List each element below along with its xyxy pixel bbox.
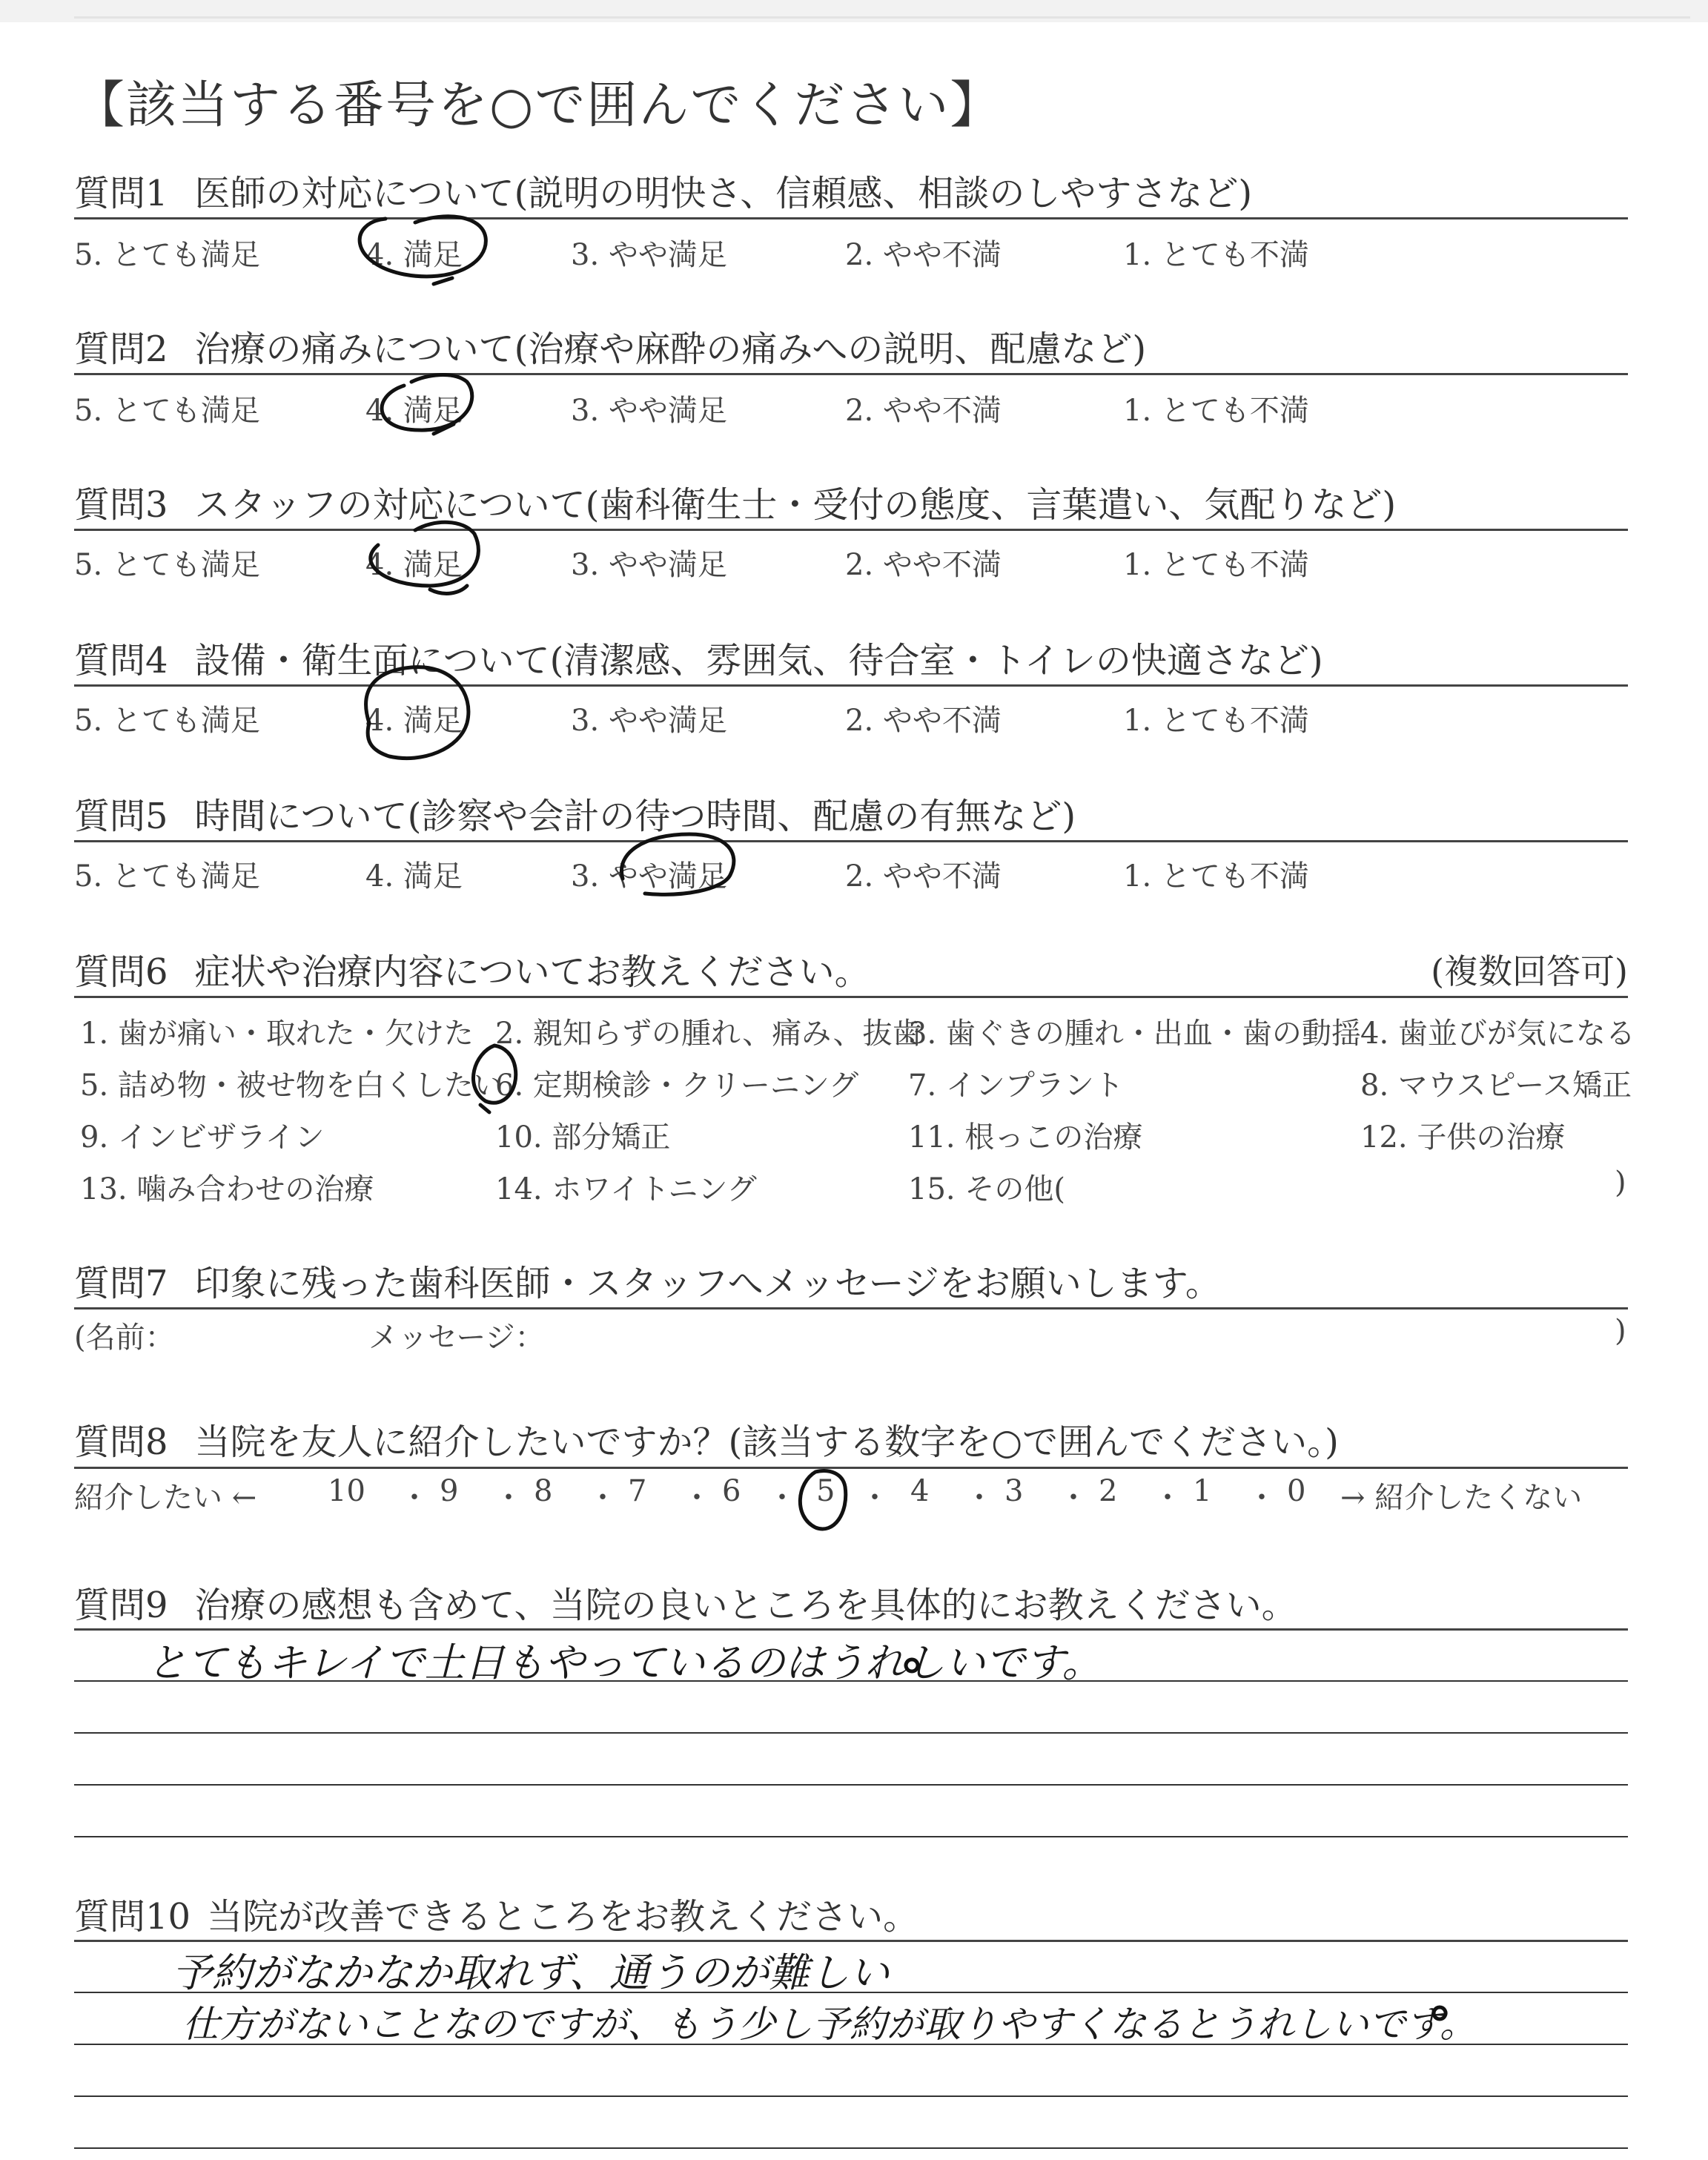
question-number: 質問4 (74, 640, 168, 681)
symptom-item[interactable]: 9. インビザライン (80, 1120, 325, 1155)
scale-separator: ・ (400, 1481, 429, 1515)
option-1[interactable]: 1. とても不満 (1123, 238, 1309, 272)
q1-answer-circle (360, 217, 486, 277)
option-2[interactable]: 2. やや不満 (845, 394, 1002, 428)
symptom-item[interactable]: 15. その他( (908, 1172, 1065, 1206)
question-text: 当院を友人に紹介したいですか？(該当する数字を○で囲んでください。) (194, 1421, 1339, 1463)
symptom-item[interactable]: 12. 子供の治療 (1360, 1120, 1566, 1155)
option-1[interactable]: 1. とても不満 (1123, 704, 1309, 738)
option-2[interactable]: 2. やや不満 (845, 548, 1002, 582)
symptom-item[interactable]: 2. 親知らずの腫れ、痛み、抜歯 (495, 1017, 922, 1051)
option-3[interactable]: 3. やや満足 (571, 548, 727, 582)
symptom-item[interactable]: 5. 詰め物・被せ物を白くしたい (80, 1069, 503, 1103)
symptom-item[interactable]: 3. 歯ぐきの腫れ・出血・歯の動揺 (908, 1017, 1361, 1051)
question-text: 治療の痛みについて(治療や麻酔の痛みへの説明、配慮など) (194, 328, 1147, 370)
scale-7[interactable]: 7 (628, 1474, 647, 1508)
multiple-answer-note: (複数回答可) (1431, 951, 1628, 991)
scale-5[interactable]: 5 (816, 1474, 835, 1508)
question-number: 質問7 (74, 1263, 168, 1304)
recommend-left-label: 紹介したい ← (74, 1481, 257, 1515)
scale-separator: ・ (1247, 1481, 1277, 1515)
symptom-item[interactable]: 7. インプラント (908, 1069, 1124, 1103)
scale-9[interactable]: 9 (440, 1474, 459, 1508)
question-number: 質問9 (74, 1585, 168, 1626)
scale-0[interactable]: 0 (1287, 1474, 1306, 1508)
option-1[interactable]: 1. とても不満 (1123, 394, 1309, 428)
q2-answer-circle (382, 375, 472, 431)
question-number: 質問5 (74, 796, 168, 837)
instructions-header: 【該当する番号を○で囲んでください】 (74, 76, 1002, 135)
question-number: 質問8 (74, 1421, 168, 1463)
handwritten-answer-improvement-2[interactable]: 仕方がないことなのですが、もう少し予約が取りやすくなるとうれしいです。 (182, 2003, 1477, 2046)
q8-answer-circle (800, 1471, 845, 1529)
question-text: 設備・衛生面について(清潔感、雰囲気、待合室・トイレの快適さなど) (194, 640, 1323, 681)
message-close-paren: ) (1615, 1314, 1626, 1348)
question-text: 医師の対応について(説明の明快さ、信頼感、相談のしやすさなど) (194, 173, 1253, 214)
scale-2[interactable]: 2 (1099, 1474, 1118, 1508)
option-3[interactable]: 3. やや満足 (571, 394, 727, 428)
question-number: 質問6 (74, 951, 168, 993)
question-text: スタッフの対応について(歯科衛生士・受付の態度、言葉遣い、気配りなど) (194, 484, 1397, 526)
scale-10[interactable]: 10 (328, 1474, 365, 1508)
symptom-item[interactable]: 8. マウスピース矯正 (1360, 1069, 1632, 1103)
symptom-item[interactable]: 11. 根っこの治療 (908, 1120, 1143, 1155)
q5-answer-circle (621, 834, 733, 894)
q6-answer-tick (480, 1105, 489, 1112)
q9-period-mark (906, 1659, 918, 1671)
symptom-item[interactable]: 6. 定期検診・クリーニング (495, 1069, 859, 1103)
scale-3[interactable]: 3 (1004, 1474, 1024, 1508)
scale-separator: ・ (588, 1481, 618, 1515)
option-4[interactable]: 4. 満足 (365, 548, 463, 582)
option-5[interactable]: 5. とても満足 (74, 394, 260, 428)
option-1[interactable]: 1. とても不満 (1123, 859, 1309, 894)
scale-4[interactable]: 4 (910, 1474, 930, 1508)
question-number: 質問3 (74, 484, 168, 526)
scale-6[interactable]: 6 (722, 1474, 741, 1508)
other-close-paren: ) (1615, 1166, 1626, 1200)
question-text: 治療の感想も含めて、当院の良いところを具体的にお教えください。 (194, 1585, 1297, 1626)
symptom-item[interactable]: 14. ホワイトニング (495, 1172, 757, 1206)
option-3[interactable]: 3. やや満足 (571, 859, 727, 894)
scale-separator: ・ (494, 1481, 523, 1515)
symptom-item[interactable]: 1. 歯が痛い・取れた・欠けた (80, 1017, 474, 1051)
question-number: 質問2 (74, 328, 168, 370)
question-text: 症状や治療内容についてお教えください。 (194, 951, 870, 993)
scale-separator: ・ (964, 1481, 994, 1515)
option-4[interactable]: 4. 満足 (365, 859, 463, 894)
symptom-item[interactable]: 10. 部分矯正 (495, 1120, 671, 1155)
q4-answer-circle (366, 667, 469, 759)
option-4[interactable]: 4. 満足 (365, 238, 463, 272)
question-number: 質問1 (74, 173, 168, 214)
recommend-right-label: → 紹介したくない (1340, 1481, 1583, 1515)
handwritten-answer-improvement-1[interactable]: 予約がなかなか取れず、通うのが難しい (172, 1949, 890, 1996)
option-2[interactable]: 2. やや不満 (845, 859, 1002, 894)
option-2[interactable]: 2. やや不満 (845, 238, 1002, 272)
question-number: 質問10 (74, 1896, 191, 1938)
scale-separator: ・ (767, 1481, 797, 1515)
question-text: 時間について(診察や会計の待つ時間、配慮の有無など) (194, 796, 1076, 837)
option-3[interactable]: 3. やや満足 (571, 238, 727, 272)
option-5[interactable]: 5. とても満足 (74, 704, 260, 738)
q1-answer-tail (434, 278, 452, 284)
option-5[interactable]: 5. とても満足 (74, 548, 260, 582)
option-3[interactable]: 3. やや満足 (571, 704, 727, 738)
name-label: (名前： (74, 1321, 175, 1355)
symptom-item[interactable]: 13. 噛み合わせの治療 (80, 1172, 374, 1206)
message-label: メッセージ： (368, 1321, 545, 1355)
q6-answer-circle (473, 1046, 515, 1103)
option-1[interactable]: 1. とても不満 (1123, 548, 1309, 582)
option-4[interactable]: 4. 満足 (365, 704, 463, 738)
question-text: 当院が改善できるところをお教えください。 (207, 1896, 919, 1938)
scale-8[interactable]: 8 (534, 1474, 553, 1508)
scale-separator: ・ (860, 1481, 890, 1515)
option-4[interactable]: 4. 満足 (365, 394, 463, 428)
scale-separator: ・ (1153, 1481, 1182, 1515)
question-text: 印象に残った歯科医師・スタッフへメッセージをお願いします。 (194, 1263, 1221, 1304)
scale-1[interactable]: 1 (1193, 1474, 1212, 1508)
scale-separator: ・ (682, 1481, 712, 1515)
symptom-item[interactable]: 4. 歯並びが気になる (1360, 1017, 1635, 1051)
option-5[interactable]: 5. とても満足 (74, 859, 260, 894)
q3-answer-circle (371, 522, 479, 586)
option-2[interactable]: 2. やや不満 (845, 704, 1002, 738)
scale-separator: ・ (1059, 1481, 1088, 1515)
q10-period-mark (1434, 2007, 1446, 2019)
option-5[interactable]: 5. とても満足 (74, 238, 260, 272)
handwritten-answer-good-points[interactable]: とてもキレイで土日もやっているのはうれしいです。 (147, 1639, 1102, 1686)
